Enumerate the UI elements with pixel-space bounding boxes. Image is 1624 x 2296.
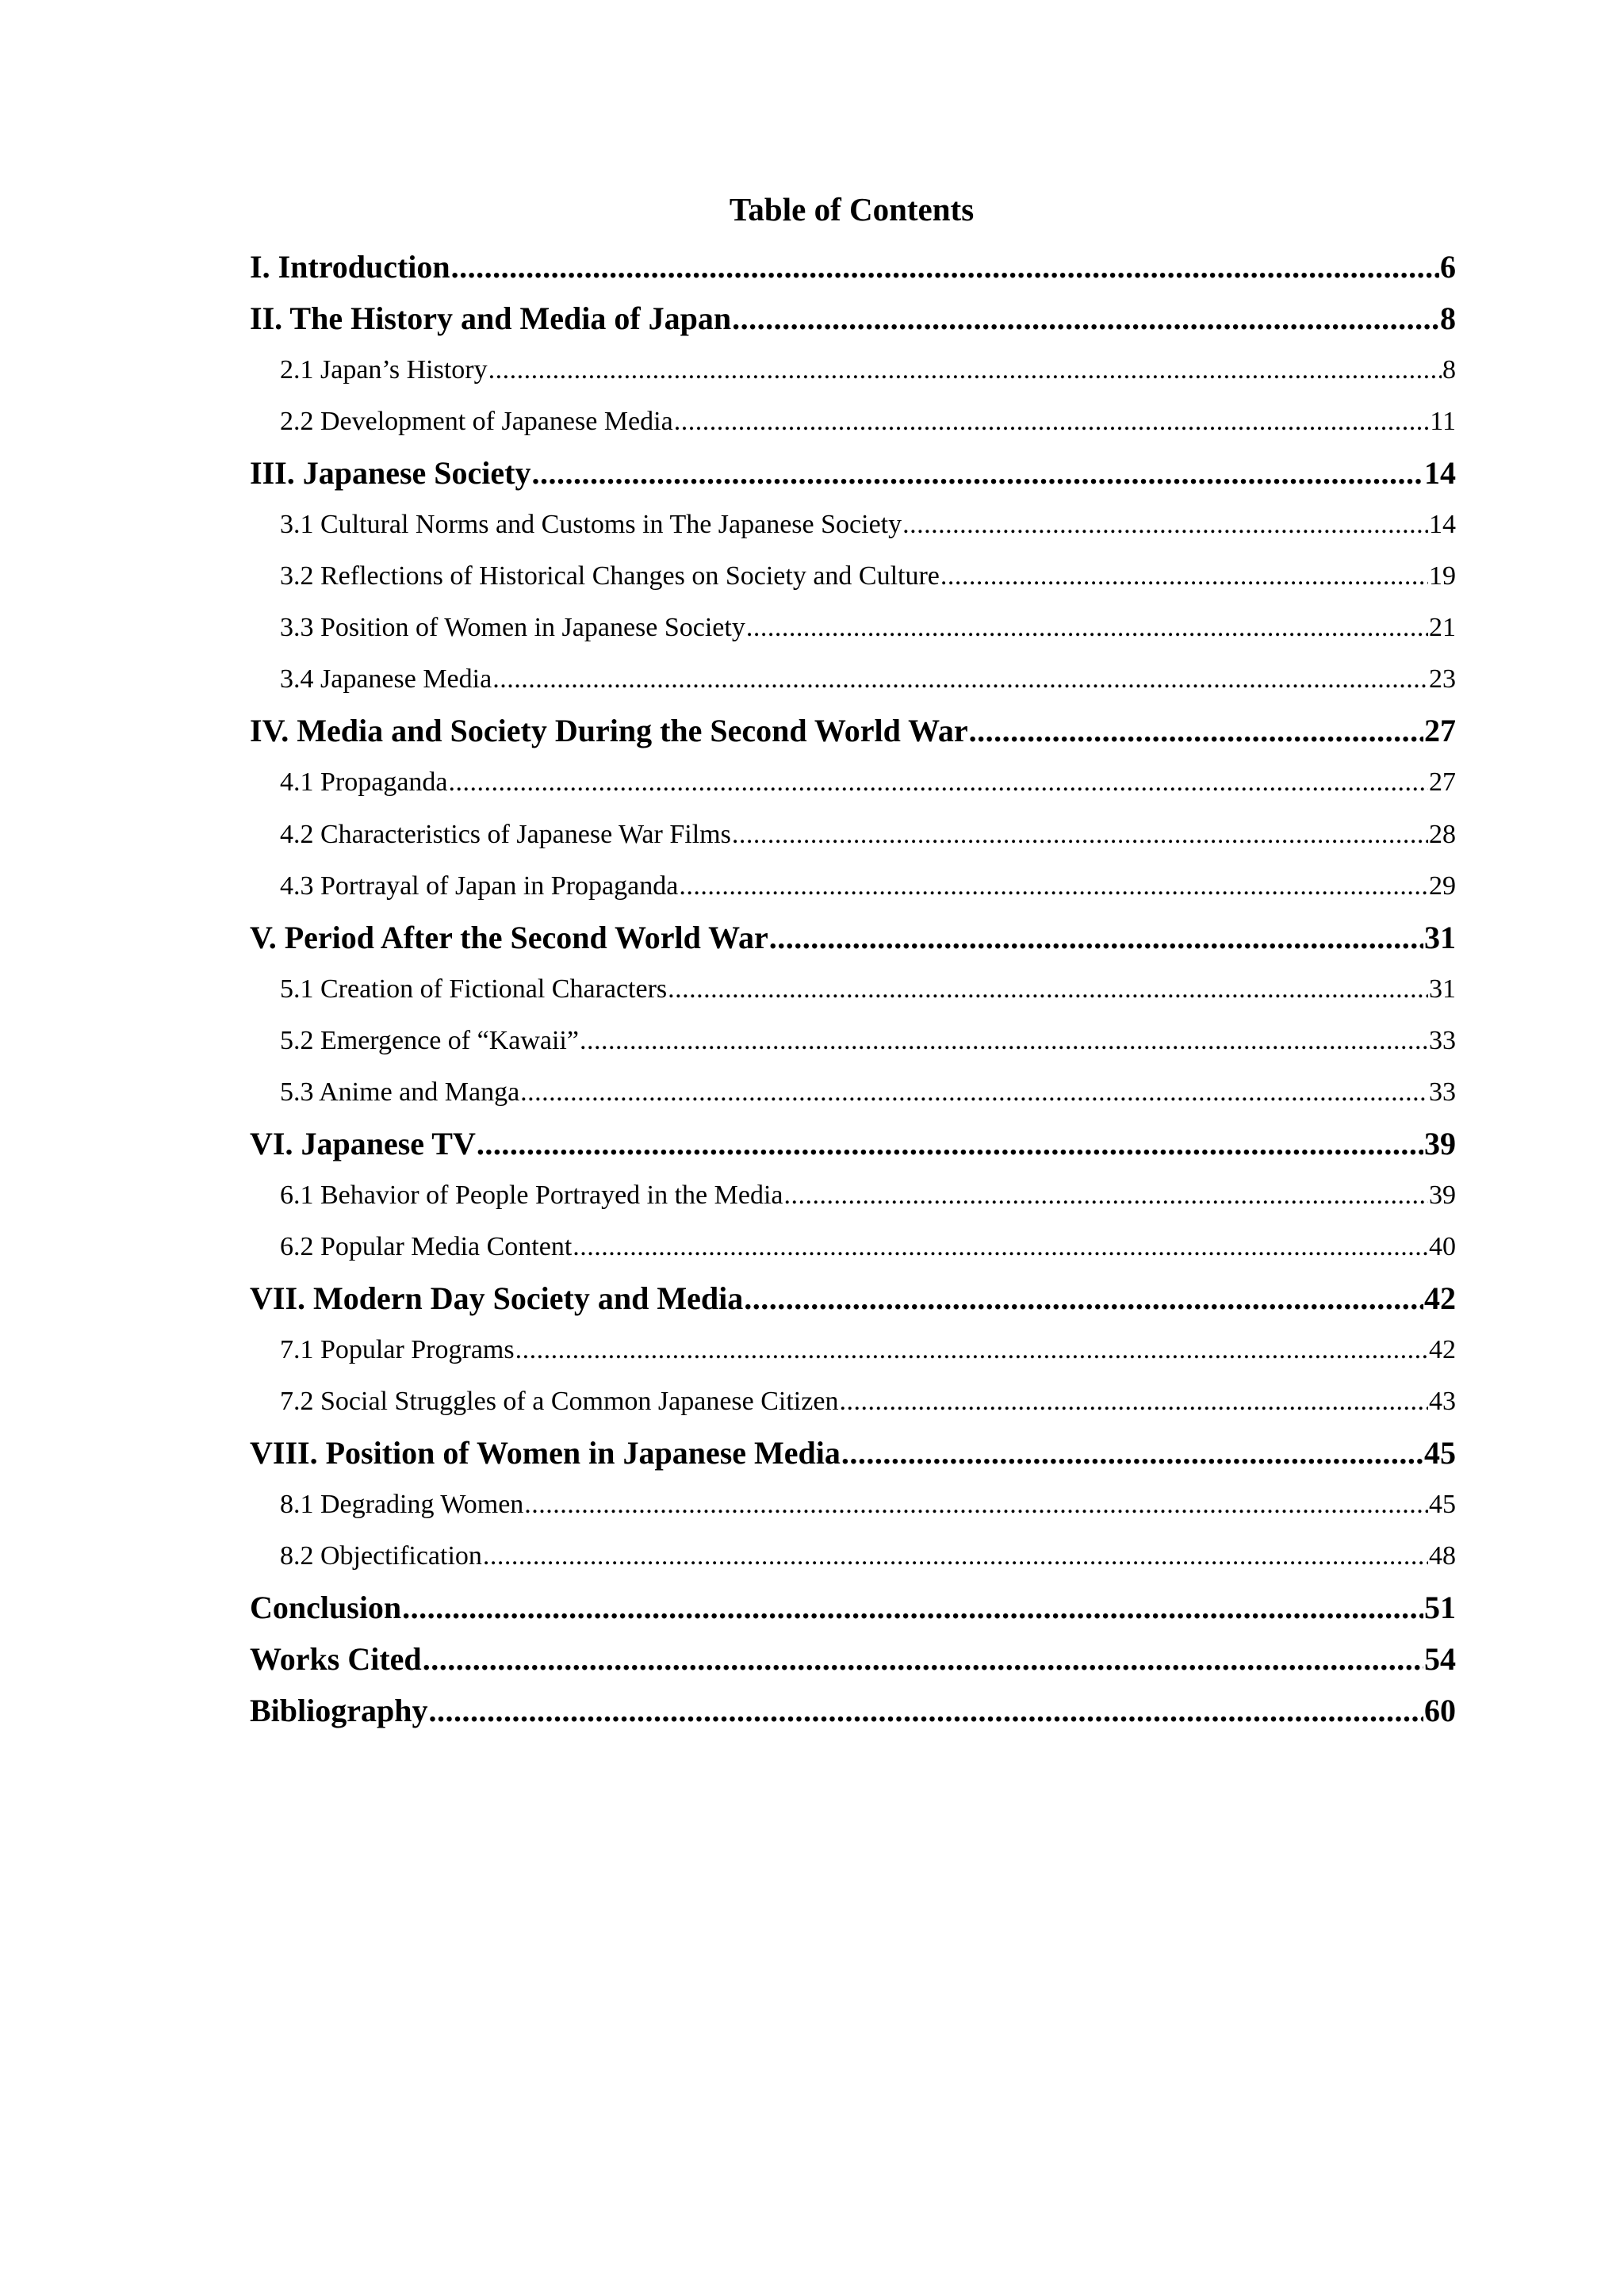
dot-leader: [902, 499, 1428, 550]
toc-entry-label: VI. Japanese TV: [250, 1125, 476, 1161]
toc-entry-label: IV. Media and Society During the Second World War: [250, 713, 968, 749]
dot-leader: [784, 1169, 1428, 1221]
toc-entry-label: 7.1 Popular Programs: [280, 1334, 515, 1364]
toc-page-number: 11: [1430, 407, 1456, 437]
toc-page-number: 42: [1424, 1280, 1456, 1316]
toc-page-number: 42: [1429, 1334, 1456, 1364]
dot-leader: [674, 396, 1430, 447]
toc-entry-label: 8.1 Degrading Women: [280, 1490, 524, 1520]
toc-subsection-entry[interactable]: [250, 1479, 1456, 1530]
toc-section-entry[interactable]: [250, 241, 1456, 293]
toc-entry-label: 6.2 Popular Media Content: [280, 1231, 573, 1261]
toc-page-number: 19: [1429, 561, 1456, 591]
toc-page-number: 6: [1440, 249, 1456, 285]
dot-leader: [679, 860, 1428, 912]
toc-section-entry[interactable]: [250, 1582, 1456, 1633]
toc-subsection-entry[interactable]: [250, 602, 1456, 653]
dot-leader: [841, 1427, 1423, 1479]
toc-page-number: 39: [1429, 1180, 1456, 1210]
toc-page-number: 54: [1424, 1641, 1456, 1678]
toc-entry-label: Bibliography: [250, 1693, 428, 1729]
toc-subsection-entry[interactable]: [250, 1221, 1456, 1272]
toc-subsection-entry[interactable]: [250, 809, 1456, 860]
toc-entry-label: I. Introduction: [250, 249, 450, 285]
toc-section-entry[interactable]: [250, 705, 1456, 756]
dot-leader: [531, 447, 1423, 499]
dot-leader: [668, 963, 1428, 1015]
dot-leader: [429, 1685, 1423, 1736]
dot-leader: [402, 1582, 1423, 1633]
dot-leader: [449, 756, 1428, 808]
toc-subsection-entry[interactable]: [250, 1324, 1456, 1376]
toc-entry-label: 5.1 Creation of Fictional Characters: [280, 974, 668, 1004]
toc-page-number: 23: [1429, 664, 1456, 695]
toc-section-entry[interactable]: [250, 293, 1456, 344]
toc-entry-label: 3.2 Reflections of Historical Changes on Society and Culture: [280, 561, 940, 591]
toc-subsection-entry[interactable]: [250, 550, 1456, 602]
table-of-contents: [250, 241, 1456, 1736]
toc-section-entry[interactable]: [250, 1272, 1456, 1324]
toc-entry-label: 4.2 Characteristics of Japanese War Films: [280, 819, 731, 849]
toc-entry-label: Conclusion: [250, 1590, 402, 1626]
toc-subsection-entry[interactable]: [250, 1530, 1456, 1582]
toc-page-number: 45: [1424, 1435, 1456, 1471]
toc-page-number: 27: [1429, 767, 1456, 798]
dot-leader: [744, 1272, 1423, 1324]
dot-leader: [451, 241, 1439, 293]
dot-leader: [477, 1118, 1423, 1169]
toc-entry-label: 3.4 Japanese Media: [280, 664, 492, 695]
toc-page-number: 21: [1429, 613, 1456, 643]
toc-entry-label: 5.3 Anime and Manga: [280, 1077, 520, 1107]
dot-leader: [573, 1221, 1428, 1272]
toc-page-number: 33: [1429, 1077, 1456, 1107]
dot-leader: [732, 293, 1439, 344]
page-title: Table of Contents: [729, 191, 975, 228]
toc-section-entry[interactable]: [250, 1633, 1456, 1685]
toc-entry-label: 2.1 Japan’s History: [280, 355, 488, 385]
dot-leader: [515, 1324, 1428, 1376]
toc-page-number: 8: [1440, 300, 1456, 337]
toc-page-number: 45: [1429, 1490, 1456, 1520]
toc-entry-label: III. Japanese Society: [250, 455, 531, 492]
toc-subsection-entry[interactable]: [250, 756, 1456, 808]
toc-page-number: 27: [1424, 713, 1456, 749]
toc-subsection-entry[interactable]: [250, 344, 1456, 396]
toc-page-number: 48: [1429, 1541, 1456, 1571]
toc-page-number: 31: [1429, 974, 1456, 1004]
toc-entry-label: II. The History and Media of Japan: [250, 300, 732, 337]
dot-leader: [524, 1479, 1428, 1530]
toc-page-number: 28: [1429, 819, 1456, 849]
toc-entry-label: 6.1 Behavior of People Portrayed in the Media: [280, 1180, 783, 1210]
toc-entry-label: 8.2 Objectification: [280, 1541, 482, 1571]
dot-leader: [580, 1015, 1428, 1066]
toc-entry-label: VIII. Position of Women in Japanese Media: [250, 1435, 841, 1471]
dot-leader: [940, 550, 1428, 602]
toc-entry-label: 5.2 Emergence of “Kawaii”: [280, 1025, 579, 1055]
toc-subsection-entry[interactable]: [250, 860, 1456, 912]
toc-subsection-entry[interactable]: [250, 499, 1456, 550]
toc-entry-label: 7.2 Social Struggles of a Common Japanese Citizen: [280, 1387, 839, 1417]
toc-entry-label: 4.3 Portrayal of Japan in Propaganda: [280, 871, 679, 901]
toc-subsection-entry[interactable]: [250, 653, 1456, 705]
dot-leader: [423, 1633, 1423, 1685]
toc-subsection-entry[interactable]: [250, 1169, 1456, 1221]
toc-entry-label: 3.3 Position of Women in Japanese Society: [280, 613, 745, 643]
toc-page-number: 31: [1424, 919, 1456, 955]
toc-page-number: 39: [1424, 1125, 1456, 1161]
toc-entry-label: VII. Modern Day Society and Media: [250, 1280, 744, 1316]
dot-leader: [520, 1066, 1428, 1118]
toc-page-number: 40: [1429, 1231, 1456, 1261]
dot-leader: [839, 1376, 1428, 1427]
dot-leader: [483, 1530, 1428, 1582]
toc-subsection-entry[interactable]: [250, 396, 1456, 447]
toc-page-number: 43: [1429, 1387, 1456, 1417]
dot-leader: [732, 809, 1428, 860]
dot-leader: [488, 344, 1442, 396]
toc-page-number: 8: [1442, 355, 1456, 385]
dot-leader: [492, 653, 1428, 705]
toc-page-number: 29: [1429, 871, 1456, 901]
toc-section-entry[interactable]: [250, 447, 1456, 499]
toc-subsection-entry[interactable]: [250, 1376, 1456, 1427]
dot-leader: [969, 705, 1423, 756]
toc-page-number: 51: [1424, 1590, 1456, 1626]
toc-page-number: 14: [1424, 455, 1456, 492]
toc-subsection-entry[interactable]: [250, 963, 1456, 1015]
toc-section-entry[interactable]: [250, 1685, 1456, 1736]
dot-leader: [769, 912, 1423, 963]
toc-subsection-entry[interactable]: [250, 1015, 1456, 1066]
toc-entry-label: 2.2 Development of Japanese Media: [280, 407, 673, 437]
toc-page-number: 33: [1429, 1025, 1456, 1055]
toc-entry-label: 4.1 Propaganda: [280, 767, 448, 798]
toc-page-number: 14: [1429, 510, 1456, 540]
toc-section-entry[interactable]: [250, 1427, 1456, 1479]
toc-section-entry[interactable]: [250, 912, 1456, 963]
toc-page-number: 60: [1424, 1693, 1456, 1729]
toc-section-entry[interactable]: [250, 1118, 1456, 1169]
toc-entry-label: Works Cited: [250, 1641, 422, 1678]
dot-leader: [746, 602, 1428, 653]
toc-entry-label: V. Period After the Second World War: [250, 919, 768, 955]
toc-entry-label: 3.1 Cultural Norms and Customs in The Japanese Society: [280, 510, 902, 540]
toc-subsection-entry[interactable]: [250, 1066, 1456, 1118]
